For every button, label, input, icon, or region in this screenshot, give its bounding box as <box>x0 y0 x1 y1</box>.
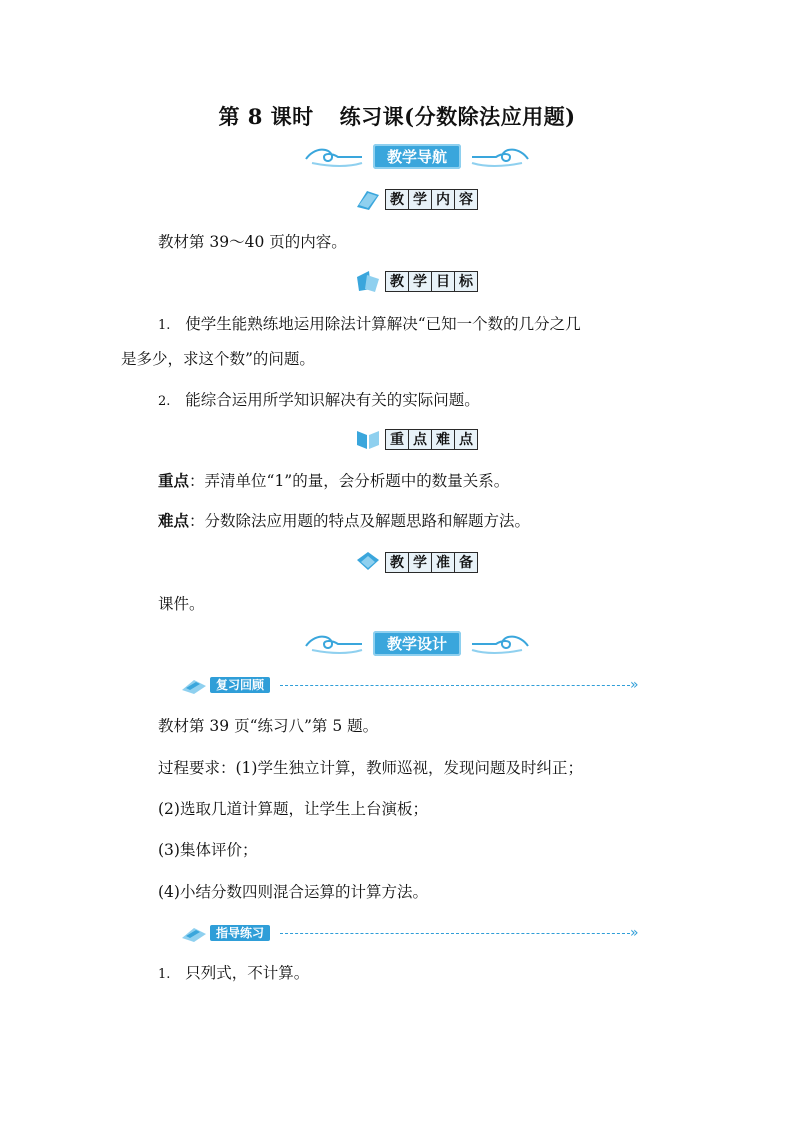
section-char: 教 <box>386 553 409 572</box>
key-point-label: 重点 <box>158 471 190 490</box>
practice-item-1-text: 只列式，不计算。 <box>185 964 310 982</box>
section-char: 学 <box>409 272 432 291</box>
book-icon <box>355 187 381 211</box>
section-label-box <box>385 429 478 450</box>
goal-item-2-text: 能综合运用所学知识解决有关的实际问题。 <box>185 391 480 409</box>
double-chevron-icon: » <box>630 925 639 941</box>
section-char: 教 <box>386 190 409 209</box>
prep-text: 课件。 <box>158 595 205 613</box>
section-char: 目 <box>432 272 455 291</box>
key-point-line <box>158 471 509 491</box>
section-label-box <box>385 271 478 292</box>
review-line-2: 过程要求：(1)学生独立计算，教师巡视，发现问题及时纠正； <box>158 759 583 777</box>
banner-teaching-design <box>302 628 532 658</box>
section-char: 点 <box>459 432 473 448</box>
section-char: 标 <box>459 274 473 290</box>
banner-teaching-guide <box>302 141 532 171</box>
section-label-box <box>385 189 478 210</box>
dashed-divider <box>280 685 630 686</box>
section-char: 备 <box>459 555 473 571</box>
lesson-number: 第 8 课时 <box>218 104 314 129</box>
section-teaching-goals <box>355 268 478 294</box>
section-char: 学 <box>409 190 432 209</box>
lesson-name: 练习课(分数除法应用题) <box>339 104 576 129</box>
pencil-book-icon <box>180 924 208 944</box>
section-char: 准 <box>432 553 455 572</box>
goal-item-2 <box>158 390 480 412</box>
review-tag: 复习回顾 <box>210 677 270 693</box>
banner-label: 教学设计 <box>373 631 461 656</box>
section-teaching-content <box>355 186 478 212</box>
content-text: 教材第 39～40 页的内容。 <box>158 233 347 251</box>
heading-guided-practice <box>180 923 650 945</box>
review-line-5: (4)小结分数四则混合运算的计算方法。 <box>158 883 428 901</box>
goal-item-1-line1: 使学生能熟练地运用除法计算解决“已知一个数的几分之几 <box>185 315 581 333</box>
section-char: 难 <box>432 430 455 449</box>
difficult-point-label: 难点 <box>158 511 190 530</box>
practice-item-1-number: 1. <box>158 967 171 982</box>
goal-item-2-number: 2. <box>158 394 171 409</box>
book-stack-icon <box>355 550 381 574</box>
section-char: 内 <box>432 190 455 209</box>
practice-tag: 指导练习 <box>210 925 270 941</box>
section-label-box <box>385 552 478 573</box>
section-char: 重 <box>386 430 409 449</box>
difficult-point-line <box>158 511 530 531</box>
section-teaching-prep <box>355 549 478 575</box>
section-char: 教 <box>386 272 409 291</box>
heading-review <box>180 675 650 697</box>
review-line-3: (2)选取几道计算题，让学生上台演板； <box>158 800 428 818</box>
books-icon <box>355 269 381 293</box>
section-char: 点 <box>409 430 432 449</box>
goal-item-1-line2: 是多少，求这个数”的问题。 <box>121 350 315 368</box>
section-char: 学 <box>409 553 432 572</box>
double-chevron-icon: » <box>630 677 639 693</box>
open-book-icon <box>355 427 381 451</box>
practice-item-1 <box>158 963 309 985</box>
dashed-divider <box>280 933 630 934</box>
pencil-book-icon <box>180 676 208 696</box>
review-line-4: (3)集体评价； <box>158 841 258 859</box>
review-line-1: 教材第 39 页“练习八”第 5 题。 <box>158 717 379 735</box>
goal-item-1 <box>158 314 581 336</box>
key-point-text: ：弄清单位“1”的量，会分析题中的数量关系。 <box>189 472 510 490</box>
difficult-point-text: ：分数除法应用题的特点及解题思路和解题方法。 <box>189 512 531 530</box>
goal-item-1-number: 1. <box>158 318 171 333</box>
section-char: 容 <box>459 192 473 208</box>
section-key-difficult <box>355 426 478 452</box>
page-title <box>0 101 794 131</box>
banner-label: 教学导航 <box>373 144 461 169</box>
